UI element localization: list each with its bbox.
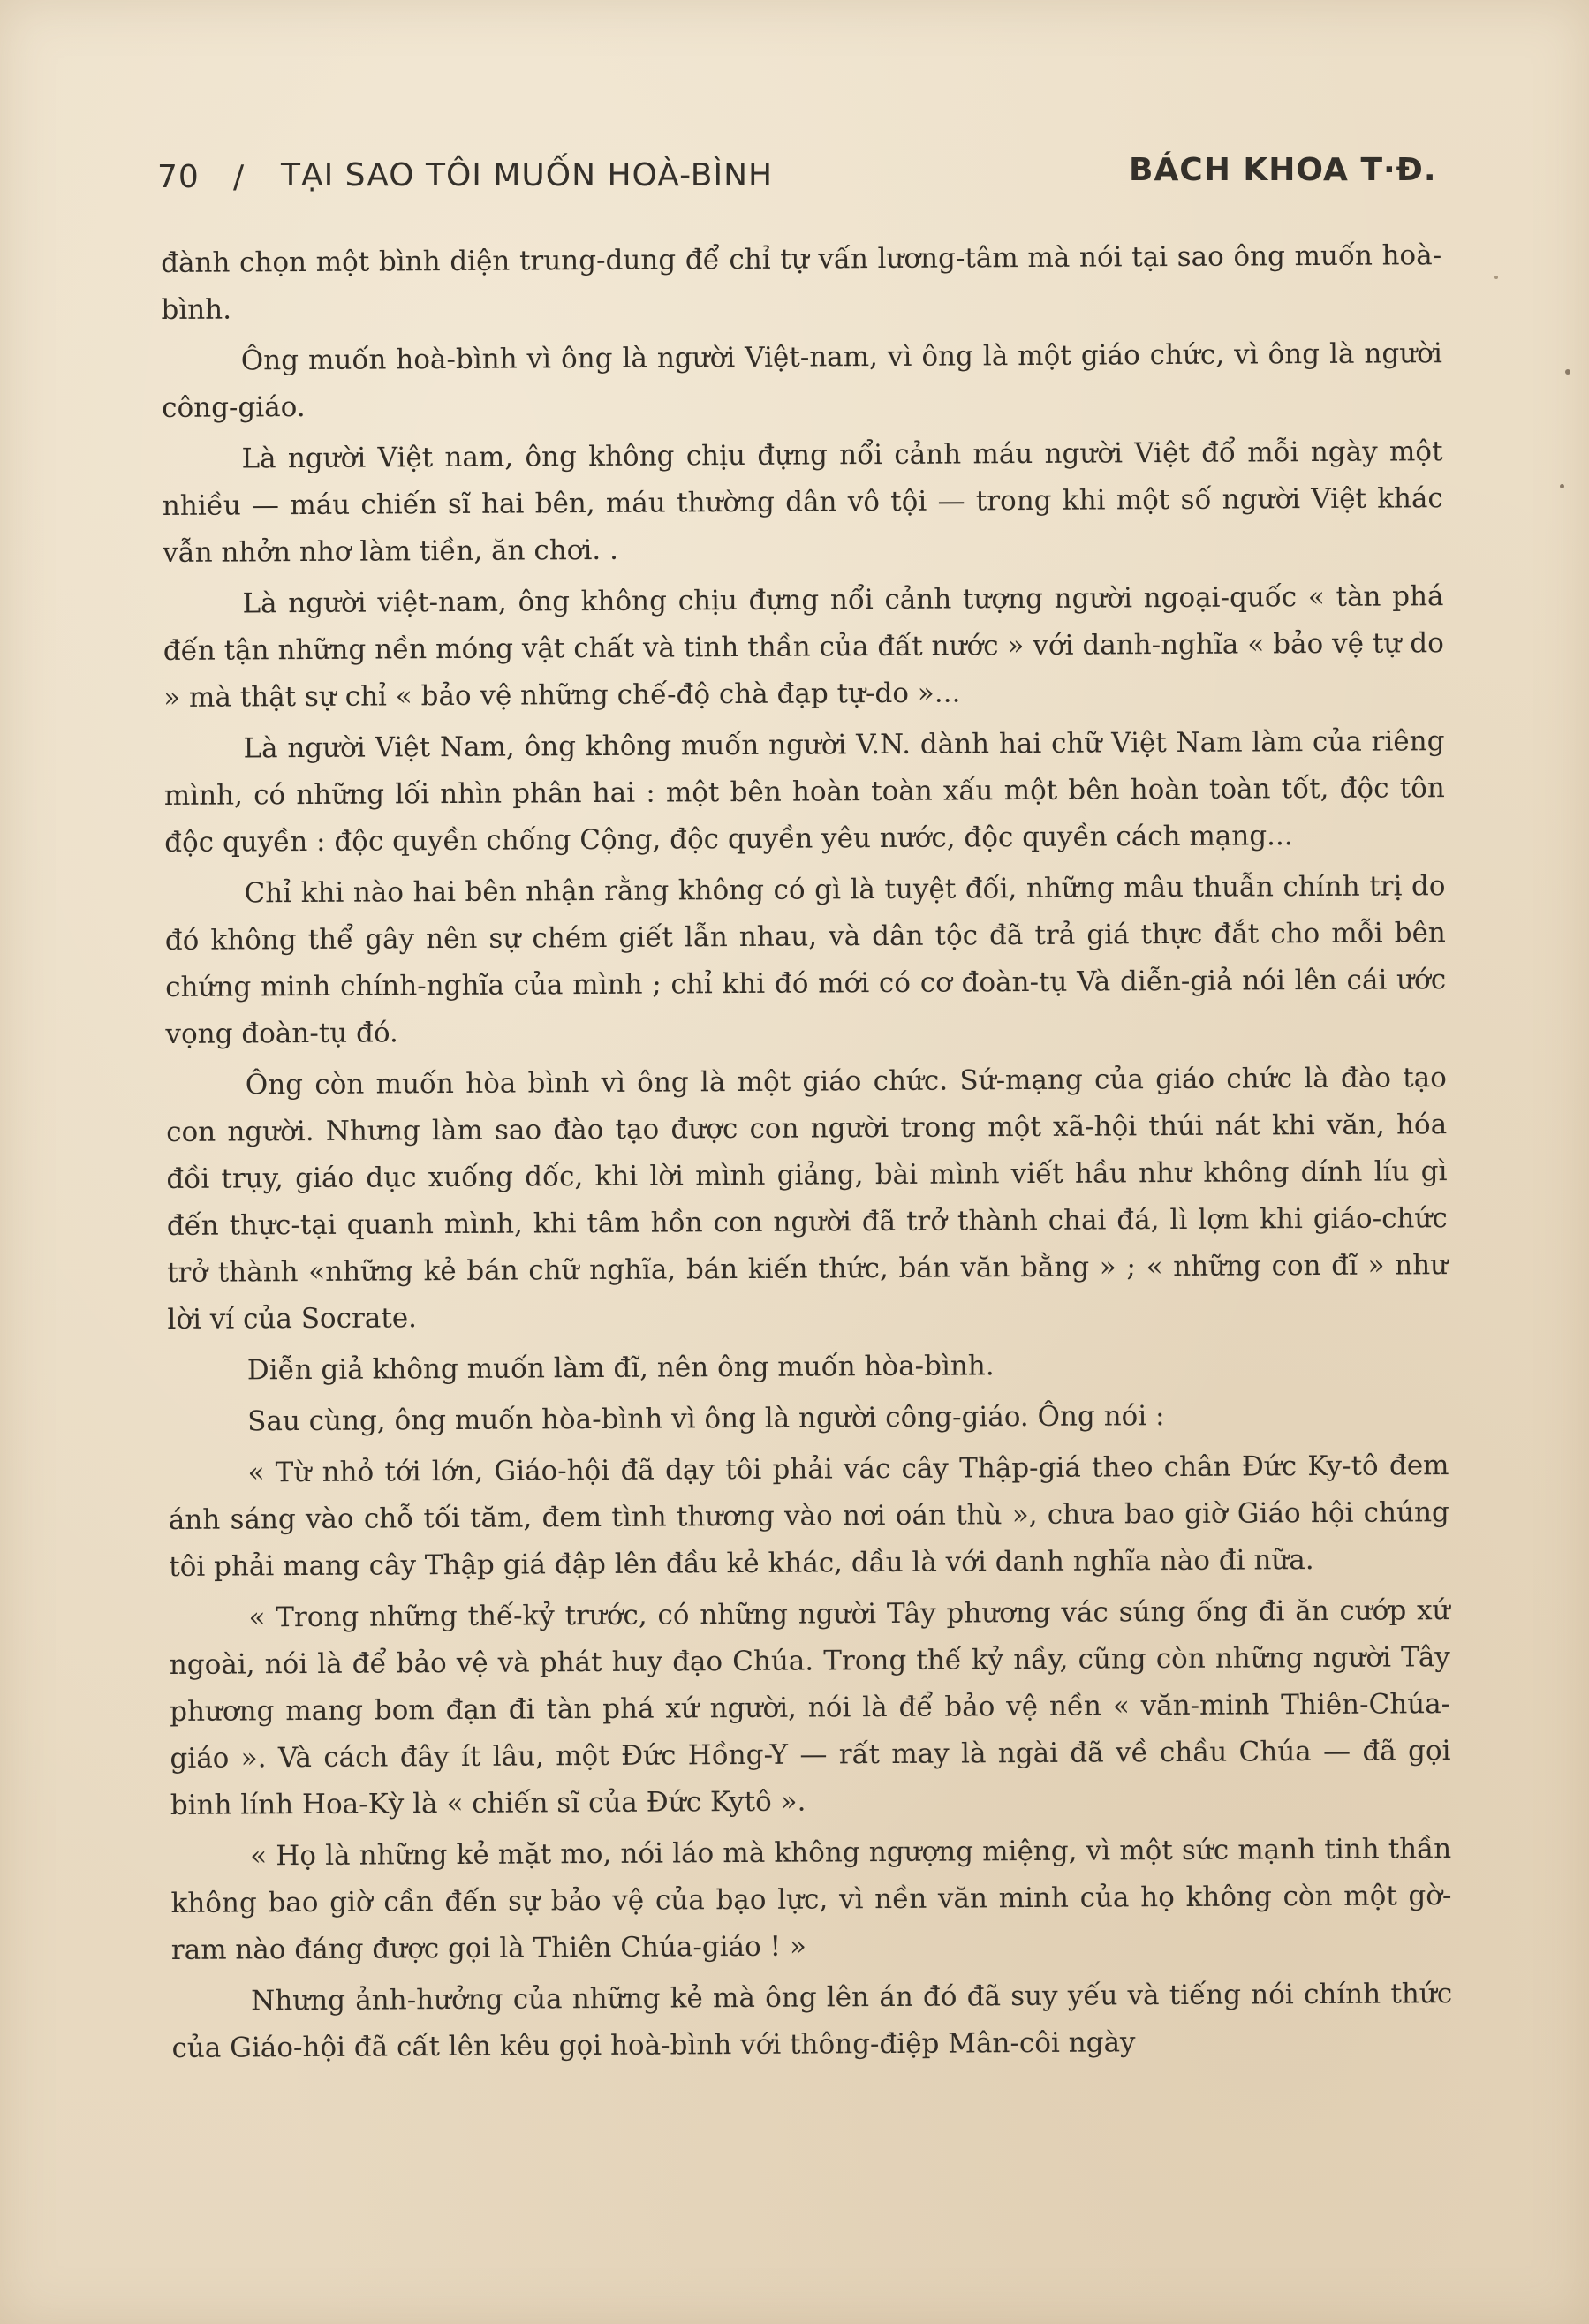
paragraph: Nhưng ảnh-hưởng của những kẻ mà ông lên án đó đã suy yếu và tiếng nói chính thức của Giáo-hội đã cất lên kêu gọi hoà-bình với thông-điệp Mân-côi ngày: [171, 1978, 1453, 2064]
running-head: [157, 148, 1438, 210]
paragraph: Là người Việt nam, ông không chịu đựng nổi cảnh máu người Việt đổ mỗi ngày một nhiều — máu chiến sĩ hai bên, máu thường dân vô tội — trong khi một số người Việt khác vẫn nhởn nhơ làm tiền, ăn chơi. .: [162, 435, 1443, 569]
publication-name: BÁCH KHOA T·Đ.: [1129, 152, 1437, 188]
paper-speck: [1494, 276, 1498, 279]
chapter-title: TẠI SAO TÔI MUỐN HOÀ-BÌNH: [281, 157, 774, 193]
paragraph: « Họ là những kẻ mặt mo, nói láo mà không ngượng miệng, vì một sức mạnh tinh thần không bao giờ cần đến sự bảo vệ của bạo lực, vì nền văn minh của họ không còn một gờ-ram nào đáng được gọi là Thiên Chúa-giáo ! »: [170, 1833, 1452, 1966]
article-body: [161, 232, 1453, 2077]
paragraph: Là người Việt Nam, ông không muốn người V.N. dành hai chữ Việt Nam làm của riêng mình, có những lối nhìn phân hai : một bên hoàn toàn xấu một bên hoàn toàn tốt, độc tôn độc quyền : độc quyền chống Cộng, độc quyền yêu nước, độc quyền cách mạng...: [163, 725, 1445, 859]
header-separator: /: [233, 159, 246, 195]
paragraph: « Từ nhỏ tới lớn, Giáo-hội đã dạy tôi phải vác cây Thập-giá theo chân Đức Ky-tô đem ánh sáng vào chỗ tối tăm, đem tình thương vào nơi oán thù », chưa bao giờ Giáo hội chúng tôi phải mang cây Thập giá đập lên đầu kẻ khác, dầu là với danh nghĩa nào đi nữa.: [168, 1450, 1449, 1583]
paragraph: đành chọn một bình diện trung-dung để chỉ tự vấn lương-tâm mà nói tại sao ông muốn hoà-bình.: [161, 239, 1442, 326]
paragraph: Sau cùng, ông muốn hòa-bình vì ông là người công-giáo. Ông nói :: [247, 1400, 1165, 1438]
paragraph: Diễn giả không muốn làm đĩ, nên ông muốn hòa-bình.: [246, 1350, 995, 1387]
paragraph: Chỉ khi nào hai bên nhận rằng không có gì là tuyệt đối, những mâu thuẫn chính trị do đó không thể gây nên sự chém giết lẫn nhau, và dân tộc đã trả giá thực đắt cho mỗi bên chứng minh chính-nghĩa của mình ; chỉ khi đó mới có cơ đoàn-tụ Và diễn-giả nói lên cái ước vọng đoàn-tụ đó.: [164, 870, 1447, 1050]
paper-speck: [1560, 484, 1564, 488]
page-number: 70: [157, 159, 200, 195]
paragraph: Ông còn muốn hòa bình vì ông là một giáo chức. Sứ-mạng của giáo chức là đào tạo con người. Nhưng làm sao đào tạo được con người trong một xã-hội thúi nát khi văn, hóa đồi trụy, giáo dục xuống dốc, khi lời mình giảng, bài mình viết hầu như không dính líu gì đến thực-tại quanh mình, khi tâm hồn con người đã trở thành chai đá, lì lợm khi giáo-chức trở thành «những kẻ bán chữ nghĩa, bán kiến thức, bán văn bằng » ; « những con đĩ » như lời ví của Socrate.: [166, 1062, 1449, 1336]
paragraph: Là người việt-nam, ông không chịu đựng nổi cảnh tượng người ngoại-quốc « tàn phá đến tận những nền móng vật chất và tinh thần của đất nước » với danh-nghĩa « bảo vệ tự do » mà thật sự chỉ « bảo vệ những chế-độ chà đạp tự-do »...: [163, 580, 1444, 714]
paper-speck: [1565, 369, 1570, 375]
paragraph: « Trong những thế-kỷ trước, có những người Tây phương vác súng ống đi ăn cướp xứ ngoài, nói là để bảo vệ và phát huy đạo Chúa. Trong thế kỷ nầy, cũng còn những người Tây phương mang bom đạn đi tàn phá xứ người, nói là để bảo vệ nền « văn-minh Thiên-Chúa-giáo ». Và cách đây ít lâu, một Đức Hồng-Y — rất may là ngài đã về chầu Chúa — đã gọi binh lính Hoa-Kỳ là « chiến sĩ của Đức Kytô ».: [169, 1594, 1451, 1821]
paragraph: Ông muốn hoà-bình vì ông là người Việt-nam, vì ông là một giáo chức, vì ông là người công-giáo.: [162, 337, 1442, 424]
